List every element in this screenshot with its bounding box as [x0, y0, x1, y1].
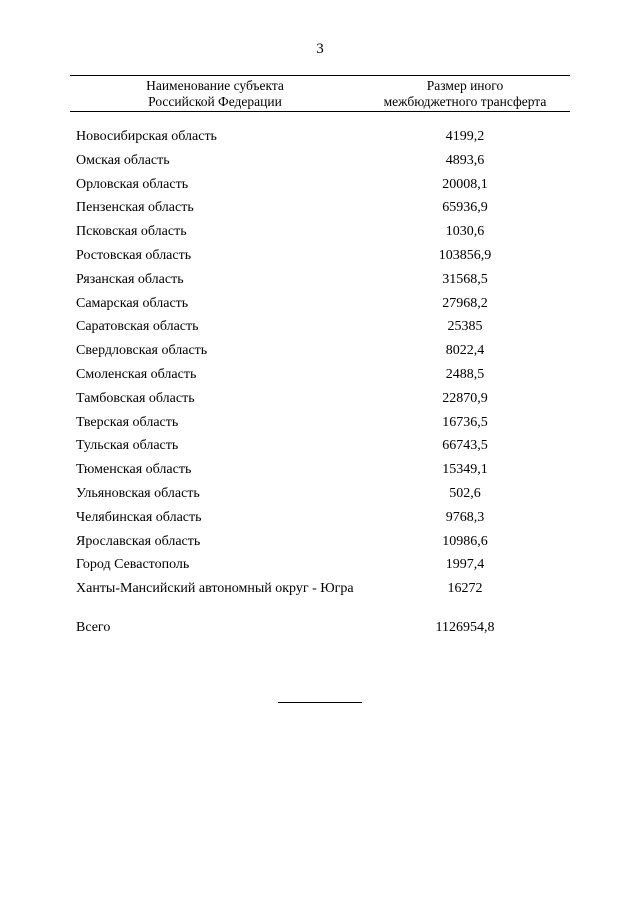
header-transfer-amount [360, 78, 570, 109]
region-name: Тверская область [76, 414, 179, 430]
table-body [70, 112, 570, 644]
transfer-amount: 31568,5 [442, 271, 488, 287]
table-row [70, 510, 570, 534]
table-row [70, 153, 570, 177]
table-row [70, 343, 570, 367]
transfer-amount: 1997,4 [445, 557, 485, 573]
region-name: Новосибирская область [76, 129, 217, 144]
end-separator-line [278, 702, 362, 703]
region-name: Ульяновская область [76, 485, 200, 501]
region-name: Ярославская область [76, 533, 201, 549]
region-name: Рязанская область [76, 271, 184, 287]
region-name: Пензенская область [76, 200, 194, 216]
table-row [70, 438, 570, 462]
region-name: Ханты-Мансийский автономный округ - Югра [76, 581, 354, 597]
table-row [70, 557, 570, 581]
transfer-table [70, 75, 570, 644]
transfer-amount: 8022,4 [445, 343, 485, 359]
transfer-amount: 66743,5 [442, 438, 488, 454]
table-row [70, 129, 570, 153]
transfer-amount: 1030,6 [445, 224, 485, 240]
region-name: Самарская область [76, 295, 189, 311]
transfer-amount: 27968,2 [442, 295, 488, 311]
region-name: Всего [76, 620, 111, 636]
header-region-name-line2: Российской Федерации [148, 93, 282, 109]
region-name: Челябинская область [76, 509, 202, 525]
region-name: Псковская область [76, 224, 187, 240]
transfer-amount: 16736,5 [442, 414, 488, 430]
table-total-row [70, 620, 570, 644]
table-row [70, 319, 570, 343]
transfer-amount: 20008,1 [442, 176, 488, 192]
table-row [70, 272, 570, 296]
transfer-amount: 10986,6 [442, 533, 488, 549]
page-number: 3 [316, 41, 324, 57]
table-row [70, 248, 570, 272]
header-transfer-amount-line2: межбюджетного трансферта [383, 93, 547, 109]
table-row [70, 462, 570, 486]
header-region-name [70, 78, 360, 109]
table-row [70, 296, 570, 320]
region-name: Саратовская область [76, 319, 199, 335]
transfer-amount: 2488,5 [445, 366, 485, 382]
transfer-amount: 22870,9 [442, 390, 488, 406]
table-header [70, 75, 570, 112]
region-name: Тамбовская область [76, 390, 195, 406]
table-row [70, 534, 570, 558]
transfer-amount: 16272 [447, 581, 483, 597]
header-transfer-amount-line1: Размер иного [426, 78, 504, 93]
table-row [70, 224, 570, 248]
transfer-amount: 25385 [447, 319, 483, 335]
region-name: Город Севастополь [76, 557, 190, 573]
transfer-amount: 9768,3 [445, 509, 485, 525]
header-region-name-line1: Наименование субъекта [146, 78, 284, 93]
transfer-amount: 502,6 [449, 485, 481, 501]
region-name: Орловская область [76, 176, 189, 192]
region-name: Тюменская область [76, 462, 192, 478]
transfer-amount: 65936,9 [442, 200, 488, 216]
transfer-amount: 4893,6 [445, 152, 485, 168]
table-row [70, 486, 570, 510]
table-row [70, 391, 570, 415]
region-name: Свердловская область [76, 343, 208, 359]
region-name: Тульская область [76, 438, 179, 454]
region-name: Смоленская область [76, 366, 197, 382]
region-name: Омская область [76, 152, 170, 168]
table-row [70, 415, 570, 439]
transfer-amount: 1126954,8 [435, 620, 495, 636]
region-name: Ростовская область [76, 247, 192, 263]
transfer-amount: 103856,9 [438, 247, 492, 263]
table-row [70, 200, 570, 224]
transfer-amount: 15349,1 [442, 462, 488, 478]
table-row [70, 581, 570, 620]
table-row [70, 367, 570, 391]
transfer-amount: 4199,2 [445, 129, 485, 144]
table-row [70, 177, 570, 201]
